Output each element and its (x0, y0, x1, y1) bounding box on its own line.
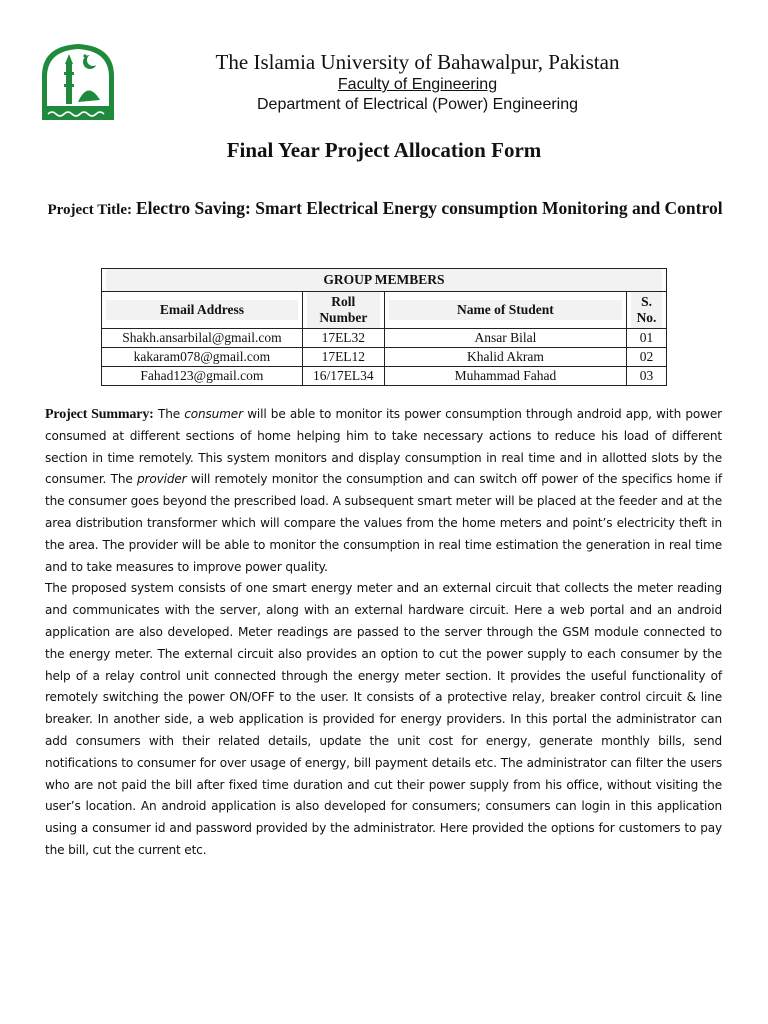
table-row (102, 348, 667, 367)
member-roll: 17EL12 (302, 348, 384, 367)
group-members-heading: GROUP MEMBERS (102, 269, 667, 292)
member-roll: 16/17EL34 (302, 367, 384, 386)
column-header-name: Name of Student (384, 292, 626, 329)
column-header-email: Email Address (102, 292, 303, 329)
member-name: Muhammad Fahad (384, 367, 626, 386)
project-title-block (45, 196, 725, 222)
group-members-table (101, 268, 667, 386)
table-row (102, 329, 667, 348)
column-header-sno: S. No. (627, 292, 667, 329)
faculty-name: Faculty of Engineering (337, 76, 498, 93)
member-sno: 02 (627, 348, 667, 367)
member-sno: 03 (627, 367, 667, 386)
member-name: Khalid Akram (384, 348, 626, 367)
member-sno: 01 (627, 329, 667, 348)
column-header-roll: Roll Number (302, 292, 384, 329)
member-email: Shakh.ansarbilal@gmail.com (102, 329, 303, 348)
project-title-value: Electro Saving: Smart Electrical Energy consumption Monitoring and Control (136, 198, 723, 218)
summary-label: Project Summary: (45, 407, 154, 422)
member-name: Ansar Bilal (384, 329, 626, 348)
project-title-label: Project Title: (47, 202, 132, 218)
document-header (140, 50, 695, 115)
department-name: Department of Electrical (Power) Engineering (256, 96, 579, 113)
university-logo (38, 42, 118, 122)
project-summary (45, 404, 722, 862)
university-name: The Islamia University of Bahawalpur, Pakistan (215, 50, 620, 74)
table-row (102, 367, 667, 386)
summary-paragraph-1: Project Summary: The consumer will be able to monitor its power consumption through android app, with power consumed at different sections of home helping him to take necessary actions to reduce his load of different section in time remotely. This system monitors and display consumption in real time and in allotted slots by the consumer. The provider will remotely monitor the consumption and can switch off power of the specifics home if the consumer goes beyond the prescribed load. A subsequent smart meter will be placed at the feeder and at the area distribution transformer which will compare the values from the home meters and point’s electricity theft in the area. The provider will be able to monitor the consumption in real time estimation the generation in real time and to take measures to improve power quality. (45, 407, 722, 574)
member-roll: 17EL32 (302, 329, 384, 348)
member-email: kakaram078@gmail.com (102, 348, 303, 367)
member-email: Fahad123@gmail.com (102, 367, 303, 386)
form-title: Final Year Project Allocation Form (226, 138, 542, 162)
summary-paragraph-2: The proposed system consists of one smart energy meter and an external circuit that collects the meter reading and communicates with the server, along with an external hardware circuit. Here a web portal and an android application are also developed. Meter readings are passed to the server through the GSM module connected to the energy meter. The external circuit also provides an option to cut the power supply to each consumer by the help of a relay control unit connected through the energy meter section. It provides the useful functionality of remotely switching the power ON/OFF to the user. It consists of a protective relay, breaker control circuit & line breaker. In another side, a web application is provided for energy providers. In this portal the administrator can add consumers with their related details, update the unit cost for energy, generate monthly bills, send notifications to consumer for over usage of energy, bill payment details etc. The administrator can filter the users who are not paid the bill after fixed time duration and cut their power supply from his office, without visiting the user’s location. An android application is also developed for consumers; consumers can login in this application using a consumer id and password provided by the administrator. Here provided the options for customers to pay the bill, cut the current etc. (45, 581, 722, 857)
